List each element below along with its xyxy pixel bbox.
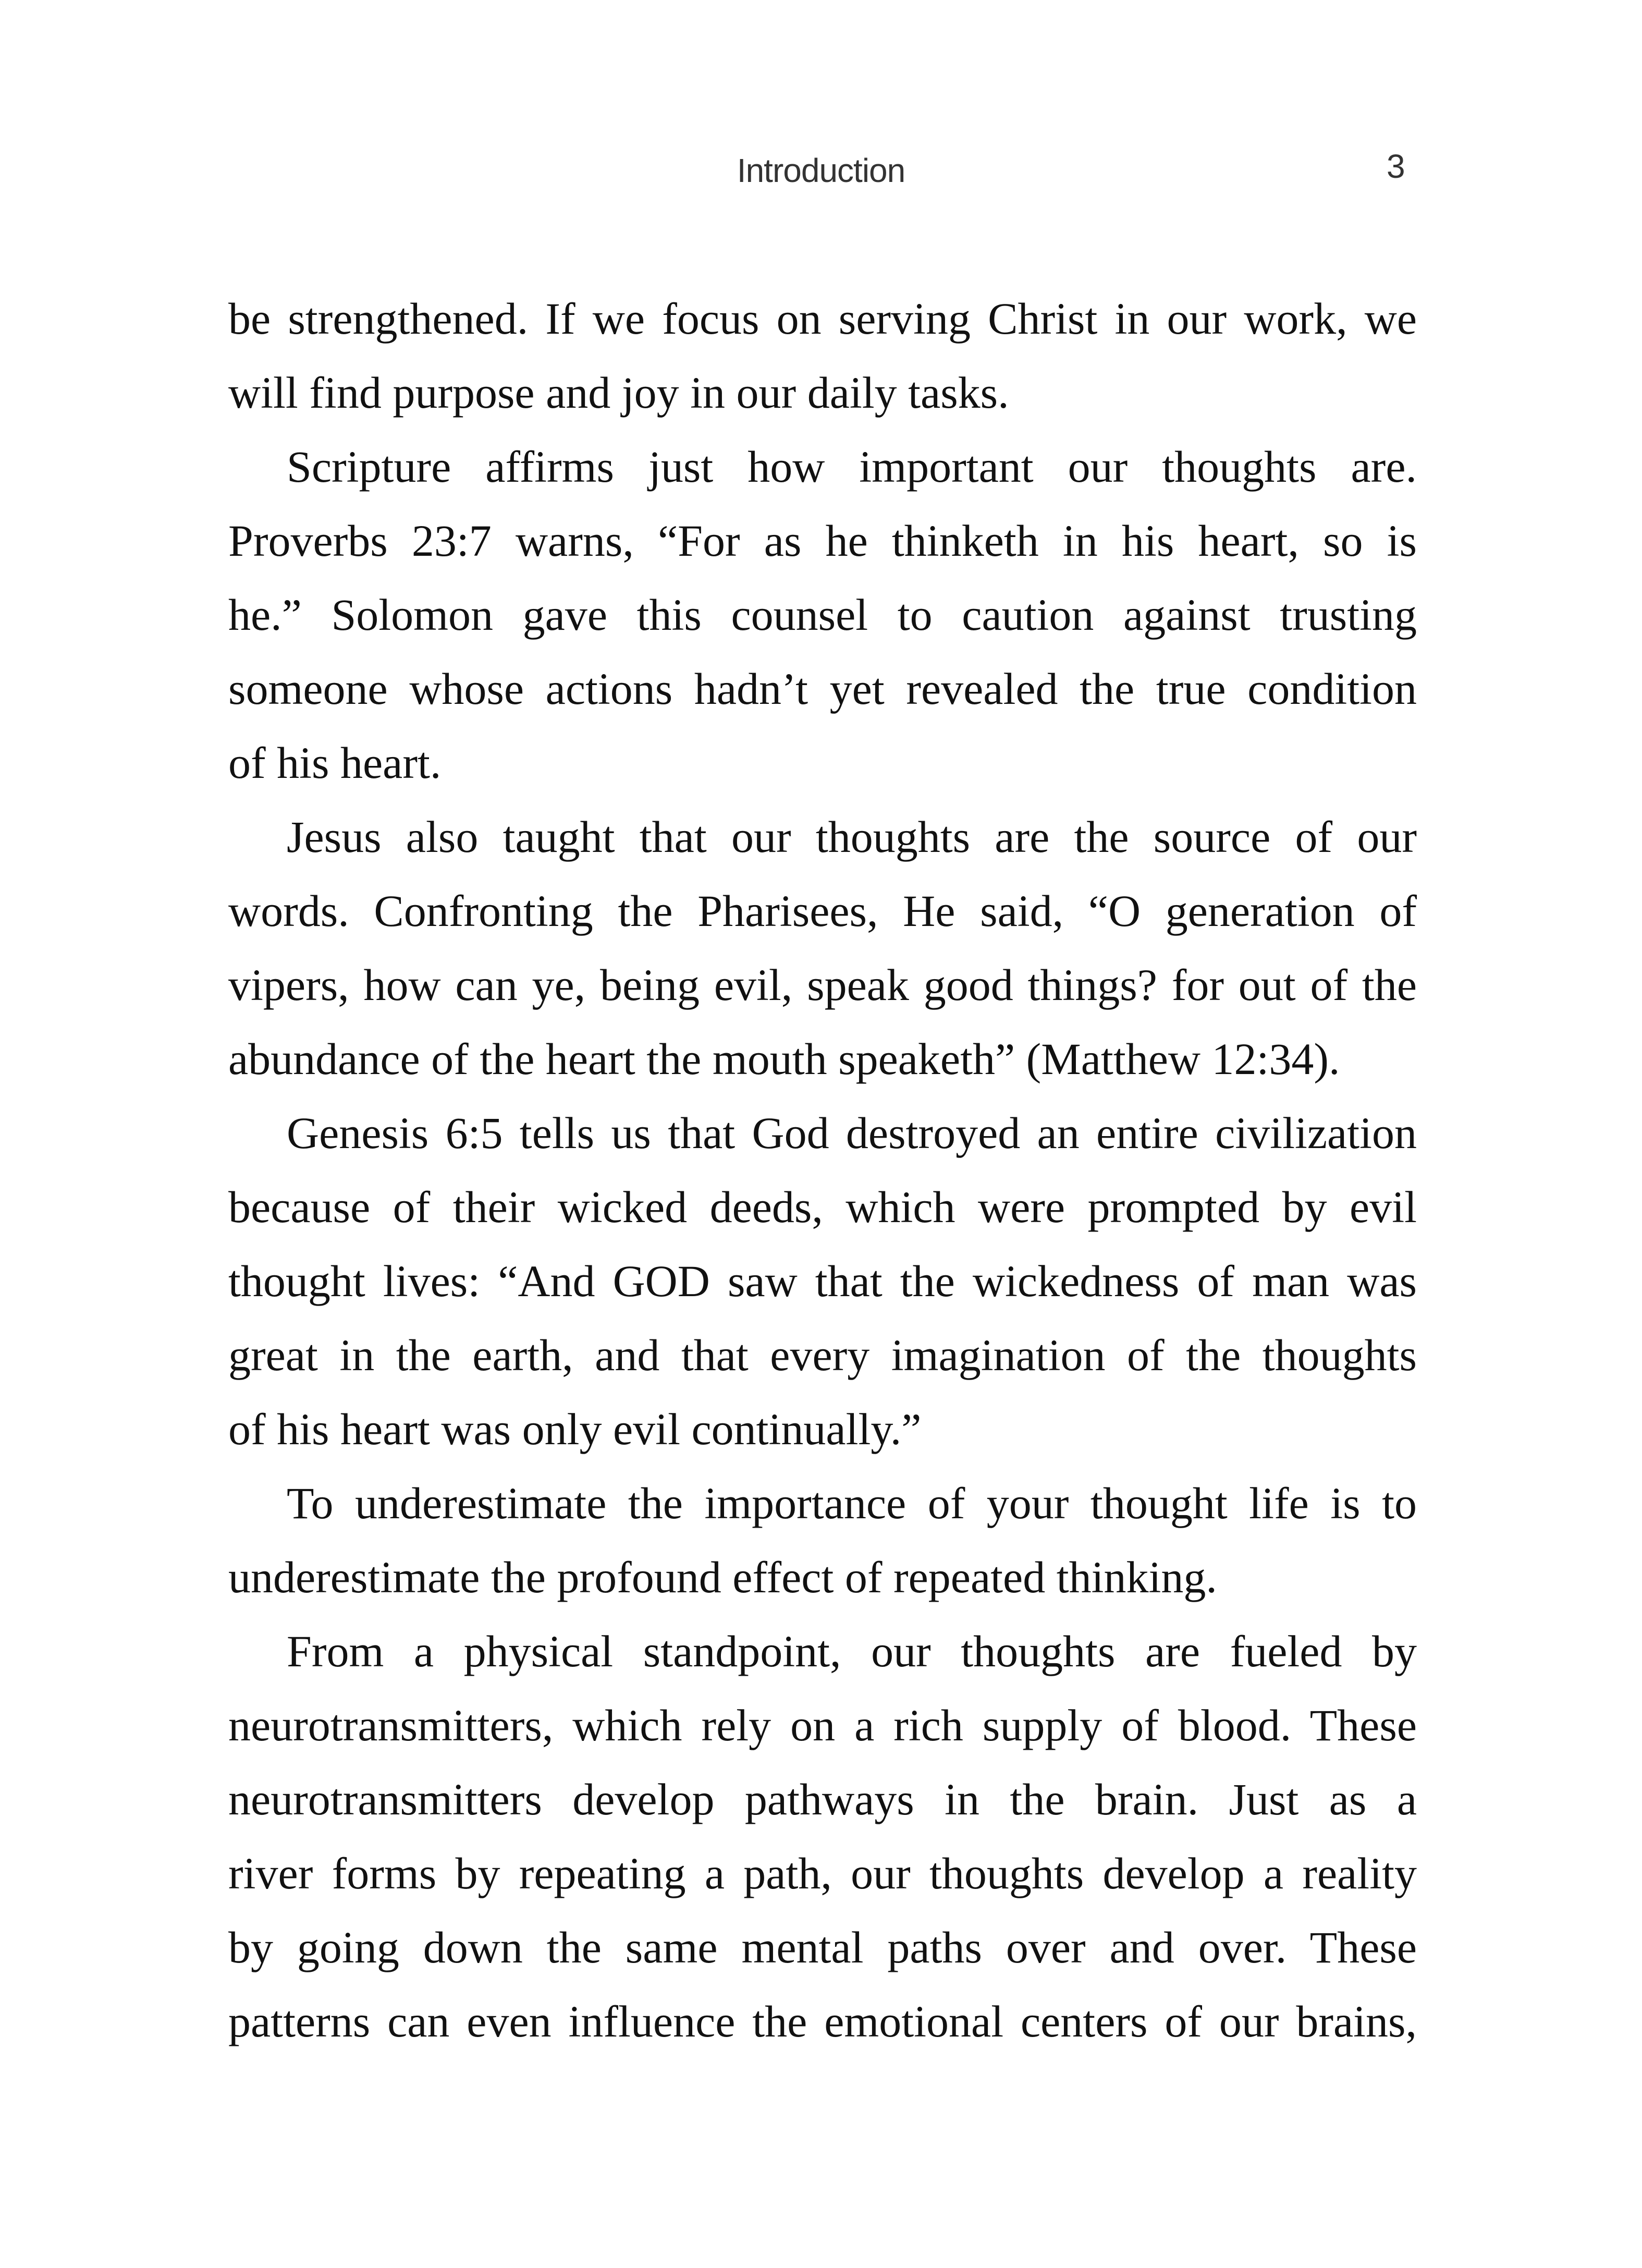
paragraph — [228, 800, 1417, 1096]
text-line: Proverbs 23:7 warns, “For as he thinketh in his heart, so is — [228, 516, 1417, 566]
text-line: patterns can even influence the emotional centers of our brains, — [228, 1996, 1417, 2046]
text-line: underestimate the profound effect of repeated thinking. — [228, 1552, 1217, 1602]
text-line: of his heart. — [228, 738, 442, 788]
running-head-title: Introduction — [737, 152, 905, 189]
text-line: thought lives: “And GOD saw that the wickedness of man was — [228, 1256, 1417, 1306]
text-line: he.” Solomon gave this counsel to caution against trusting — [228, 590, 1417, 640]
text-line: will find purpose and joy in our daily tasks. — [228, 368, 1009, 418]
text-line: great in the earth, and that every imagination of the thoughts — [228, 1330, 1417, 1380]
text-line: neurotransmitters, which rely on a rich supply of blood. These — [228, 1700, 1417, 1750]
paragraph — [228, 1466, 1417, 1614]
text-line: abundance of the heart the mouth speaketh” (Matthew 12:34). — [228, 1034, 1340, 1084]
paragraph — [228, 1096, 1417, 1466]
text-line: be strengthened. If we focus on serving Christ in our work, we — [228, 294, 1417, 344]
text-line: because of their wicked deeds, which were prompted by evil — [228, 1182, 1417, 1232]
text-line: by going down the same mental paths over and over. These — [228, 1922, 1417, 1972]
page-number: 3 — [1387, 148, 1405, 185]
text-line: Jesus also taught that our thoughts are the source of our — [287, 812, 1417, 862]
text-line: Genesis 6:5 tells us that God destroyed an entire civilization — [287, 1108, 1417, 1158]
text-line: Scripture affirms just how important our thoughts are. — [287, 442, 1417, 492]
paragraph — [228, 430, 1417, 800]
text-line: neurotransmitters develop pathways in the brain. Just as a — [228, 1774, 1417, 1824]
text-line: river forms by repeating a path, our thoughts develop a reality — [228, 1848, 1417, 1898]
paragraph — [228, 282, 1417, 430]
text-line: vipers, how can ye, being evil, speak good things? for out of the — [228, 960, 1417, 1010]
text-line: To underestimate the importance of your thought life is to — [287, 1478, 1417, 1528]
text-line: From a physical standpoint, our thoughts are fueled by — [287, 1626, 1417, 1676]
body-text — [228, 282, 1417, 2058]
text-line: someone whose actions hadn’t yet revealed the true condition — [228, 664, 1417, 714]
text-line: of his heart was only evil continually.” — [228, 1404, 922, 1454]
text-line: words. Confronting the Pharisees, He said, “O generation of — [228, 886, 1417, 936]
paragraph — [228, 1614, 1417, 2058]
